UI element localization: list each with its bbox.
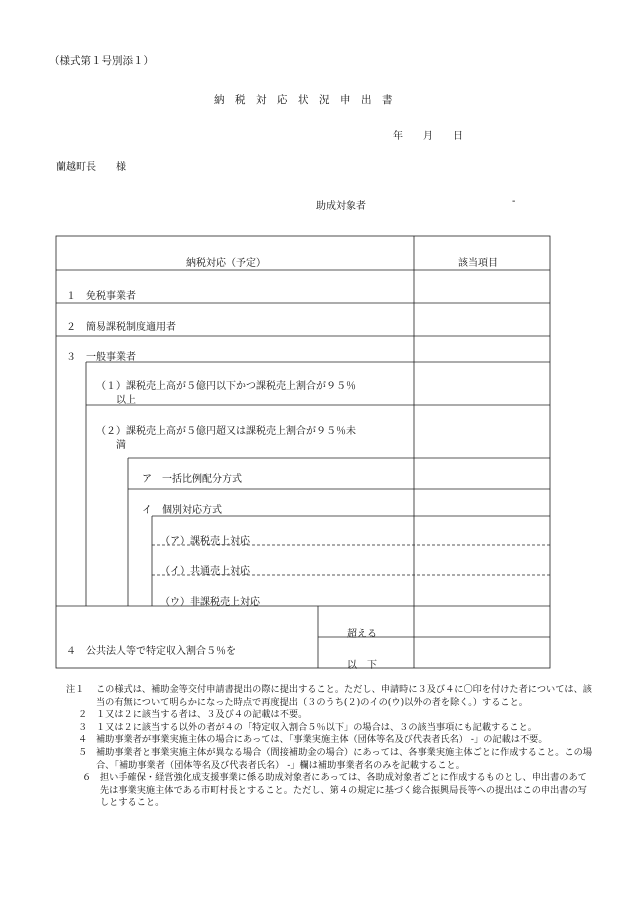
row-3-1-line2: 以上	[116, 395, 136, 406]
row-public-corporation: ４ 公共法人等で特定収入割合５％を	[66, 646, 236, 657]
row4-below: 以 下	[347, 660, 377, 671]
header-applicable-item: 該当項目	[458, 258, 498, 269]
note-text: 補助事業者が事業実施主体の場合にあっては、「事業実施主体（団体等名及び代表者氏名） -」の記載は不要。	[96, 734, 548, 746]
note-number: ６	[82, 772, 92, 784]
note-text: １又は２に該当する以外の者が４の「特定収入割合５％以下」の場合は、３の該当事項にも記載すること。	[96, 721, 537, 733]
row-lump-sum-method: ア 一括比例配分方式	[142, 474, 242, 485]
note-text: 担い手確保・経営強化成支援事業に係る助成対象者にあっては、各助成対象者ごとに作成するものとし、申出書のあて先は事業実施主体である市町村長とすること。ただし、第４の規定に基づく総合振興局長等への提出はこの申出書の写しとすること。	[100, 772, 587, 809]
applicant-mark: -	[512, 196, 516, 207]
note-item	[68, 747, 596, 772]
row-3-2-line2: 満	[116, 440, 126, 451]
date-line: 年 月 日	[393, 131, 463, 142]
row-tax-exempt: １ 免税事業者	[66, 291, 136, 302]
sub-nontaxable-sales: （ウ）非課税売上対応	[160, 597, 260, 608]
note-text: 補助事業者と事業実施主体が異なる場合（間接補助金の場合）にあっては、各事業実施主体ごとに作成すること。この場合、「補助事業者（団体等名及び代表者氏名） -」欄は補助事業者名のみを記載すること。	[96, 746, 593, 771]
note-item	[68, 709, 596, 722]
row-simplified-taxation: ２ 簡易課税制度適用者	[66, 322, 176, 333]
applicant-label: 助成対象者	[316, 201, 366, 212]
note-number: ４	[78, 734, 88, 746]
note-number: ３	[78, 721, 88, 733]
row-3-1-line1: （１）課税売上高が５億円以下かつ課税売上割合が９５％	[96, 381, 356, 392]
row4-exceed: 超える	[347, 629, 377, 640]
note-item	[68, 734, 596, 747]
note-number: ５	[78, 746, 88, 758]
document-title: 納 税 対 応 状 況 申 出 書	[214, 94, 393, 106]
form-reference: （様式第１号別添１）	[49, 55, 154, 67]
notes-section	[68, 684, 596, 810]
note-text: この様式は、補助金等交付申請書提出の際に提出すること。ただし、申請時に３及び４に〇印を付けた者については、該当の有無について明らかになった時点で再度提出（３のうち(２)のイの(ウ)以外の者を除く。）すること。	[96, 684, 592, 708]
note-number: 注１	[66, 684, 85, 695]
note-number: ２	[78, 709, 88, 721]
row-3-2-line1: （２）課税売上高が５億円超又は課税売上割合が９５％未	[96, 426, 356, 437]
note-item	[68, 772, 596, 810]
note-item	[68, 684, 596, 709]
sub-taxable-sales: （ア）課税売上対応	[160, 536, 250, 547]
row-individual-method: イ 個別対応方式	[142, 505, 222, 516]
header-tax-response: 納税対応（予定）	[186, 258, 266, 269]
sub-common-sales: （イ）共通売上対応	[160, 566, 250, 577]
note-item	[68, 722, 596, 735]
addressee: 蘭越町長 様	[56, 162, 126, 173]
row-general-business: ３ 一般事業者	[66, 352, 136, 363]
note-text: １又は２に該当する者は、３及び４の記載は不要。	[96, 709, 308, 721]
